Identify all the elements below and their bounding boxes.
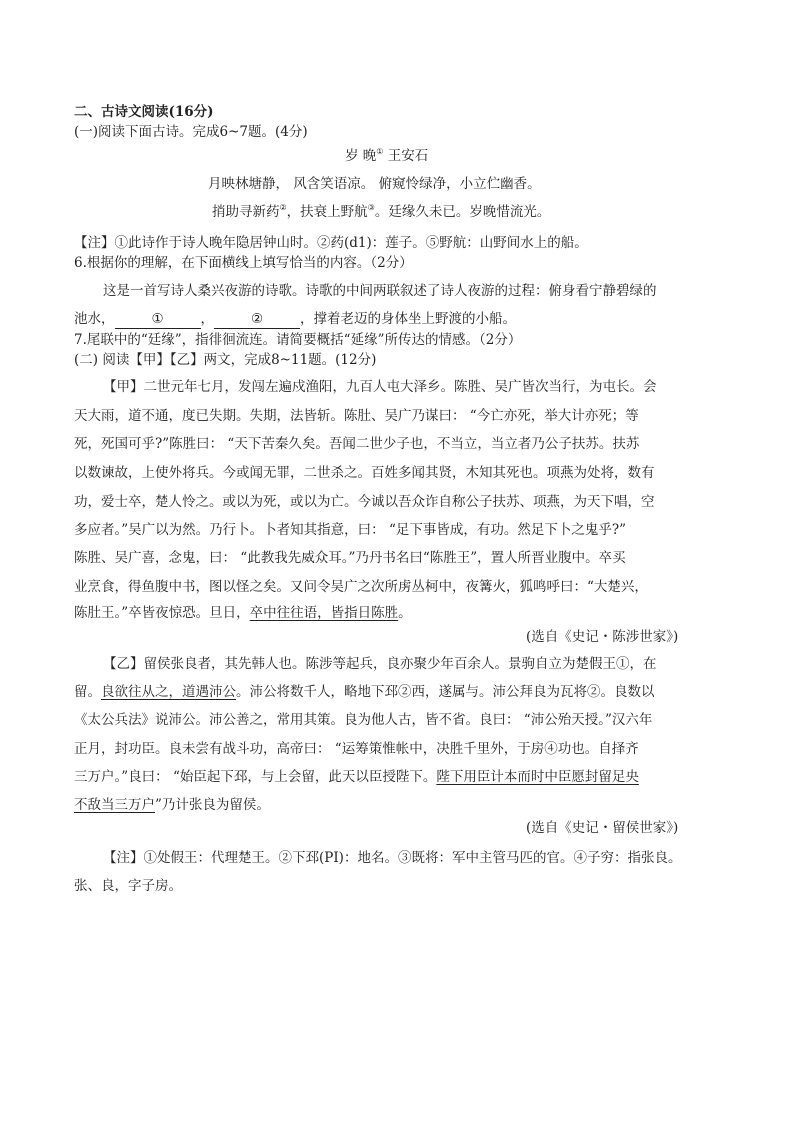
section-heading: 二、古诗文阅读(16分): [74, 104, 214, 120]
poem-line-2a: 捎助寻新药: [212, 204, 280, 220]
jia-line-7: 陈胜、吴广喜，念鬼，曰： “此教我先威众耳。”乃丹书名曰“陈胜王”，置人所晋业腹中。卒买: [74, 550, 626, 566]
poem-title-footnote-mark: ①: [376, 147, 384, 156]
poem-footnote-mark-3: ③: [367, 203, 375, 212]
yi-source: (选自《史记・留侯世家》): [526, 820, 679, 836]
yi-underlined-sentence-1: 良欲往从之，道遇沛公: [101, 684, 236, 700]
poem-author: 王安石: [383, 148, 429, 164]
yi-line-5: [74, 767, 639, 787]
jia-line-5: 功，爱士卒，楚人怜之。或以为死，或以为亡。今诚以吾众诈自称公子扶苏、项燕，为天下唱，空: [74, 494, 655, 510]
yi-line-3: 《太公兵法》说沛公。沛公善之，常用其策。良为他人古，皆不省。良曰： “沛公殆天授。”汉六年: [74, 712, 653, 728]
yi-note-line-2: 张、良，字子房。: [74, 878, 182, 894]
poem-title: [345, 146, 428, 166]
yi-line-1: 【乙】留侯张良者，其先韩人也。陈涉等起兵，良亦聚少年百余人。景驹自立为楚假王①，在: [103, 656, 657, 672]
jia-line-9: [74, 603, 412, 623]
yi-underlined-sentence-2-end: 不敌当三万户: [74, 797, 155, 813]
jia-line-6: 多应者。”吴广以为然。乃行卜。卜者知其指意，曰： “足下事皆成，有功。然足下卜之鬼乎?”: [74, 522, 626, 538]
yi-line-6b: ”乃计张良为留侯。: [155, 797, 270, 813]
question-7: 7.尾联中的“廷缘”，指徘徊流连。请简要概括“延缘”所传达的情感。（2分）: [74, 332, 522, 348]
poem-note: 【注】①此诗作于诗人晚年隐居钟山时。②药(d1)：莲子。⑤野航：山野间水上的船。: [74, 235, 588, 251]
poem-footnote-mark-2: ②: [279, 203, 287, 212]
question-6-text-1: 这是一首写诗人桑兴夜游的诗歌。诗歌的中间两联叙述了诗人夜游的过程：俯身看宁静碧绿的: [103, 283, 657, 299]
yi-note-line-1: 【注】①处假王：代理楚王。②下邳(PI)：地名。③既将：军中主管马匹的官。④子穷：指张良。: [103, 850, 682, 866]
yi-line-4: 正月，封功臣。良未尝有战斗功，高帝曰： “运筹策惟帐中，决胜千里外，于房④功也。自择齐: [74, 741, 639, 757]
yi-line-2: [74, 682, 655, 702]
jia-line-3: 死，死国可乎?”陈胜曰： “天下苦秦久矣。吾闻二世少子也，不当立，当立者乃公子扶苏。扶苏: [74, 436, 640, 452]
answer-blank-2[interactable]: ②: [214, 311, 300, 329]
jia-line-8: 业烹食，得鱼腹中书，图以怪之矣。又问令吴广之次所虏丛柯中，夜篝火，狐鸣呼曰：“大楚兴，: [74, 579, 648, 595]
jia-source: (选自《史记・陈涉世家》): [526, 629, 679, 645]
question-6-text-2: [74, 309, 516, 329]
yi-underlined-sentence-2: 陛下用臣计本而时中臣愿封留足央: [436, 769, 639, 785]
jia-line-4: 以数谏故，上使外将兵。今或闻无罪，二世杀之。百姓多闻其贤，木知其死也。项燕为处将，数有: [74, 465, 655, 481]
jia-underlined-sentence: 卒中往往语，皆指日陈胜: [249, 605, 399, 621]
question-6-text-2a: 池水，: [74, 311, 115, 327]
part1-intro: (一)阅读下面古诗。完成6~7题。(4分): [74, 124, 308, 140]
yi-line-5a: 三万户。”良曰： “始臣起下邳，与上会留，此天以臣授陛下。: [74, 769, 437, 785]
answer-blank-1[interactable]: ①: [115, 311, 201, 329]
yi-line-2b: 。沛公将数千人，略地下邳②西，遂属与。沛公拜良为瓦将②。良数以: [236, 684, 655, 700]
part2-intro: (二) 阅读【甲】【乙】两文，完成8~11题。(12分): [74, 352, 377, 368]
question-6-text-2c: ，撑着老迈的身体坐上野渡的小船。: [300, 311, 516, 327]
jia-line-2: 天大雨，道不通，度已失期。失期，法皆斩。陈肚、吴广乃谋曰： “今亡亦死，举大计亦死；等: [74, 408, 639, 424]
poem-line-1: 月映林塘静， 风含笑语凉。 俯窥怜绿净，小立伫幽香。: [208, 176, 541, 192]
yi-line-2a: 留。: [74, 684, 101, 700]
question-6-text-2b: ，: [200, 311, 214, 327]
poem-line-2: [212, 202, 550, 222]
poem-line-2b: ，扶衰上野航: [286, 204, 368, 220]
poem-title-text: 岁 晚: [345, 148, 377, 164]
jia-line-9b: 。: [398, 605, 412, 621]
jia-line-9a: 陈肚王。”卒皆夜惊恐。旦日，: [74, 605, 250, 621]
yi-line-6: [74, 795, 270, 815]
poem-line-2c: 。廷缘久未已。岁晚惜流光。: [374, 204, 551, 220]
question-6: 6.根据你的理解，在下面横线上填写恰当的内容。（2分）: [74, 255, 413, 271]
jia-line-1: 【甲】二世元年七月，发闯左遍戍渔阳，九百人屯大泽乡。陈胜、吴广皆次当行，为屯长。会: [103, 379, 657, 395]
